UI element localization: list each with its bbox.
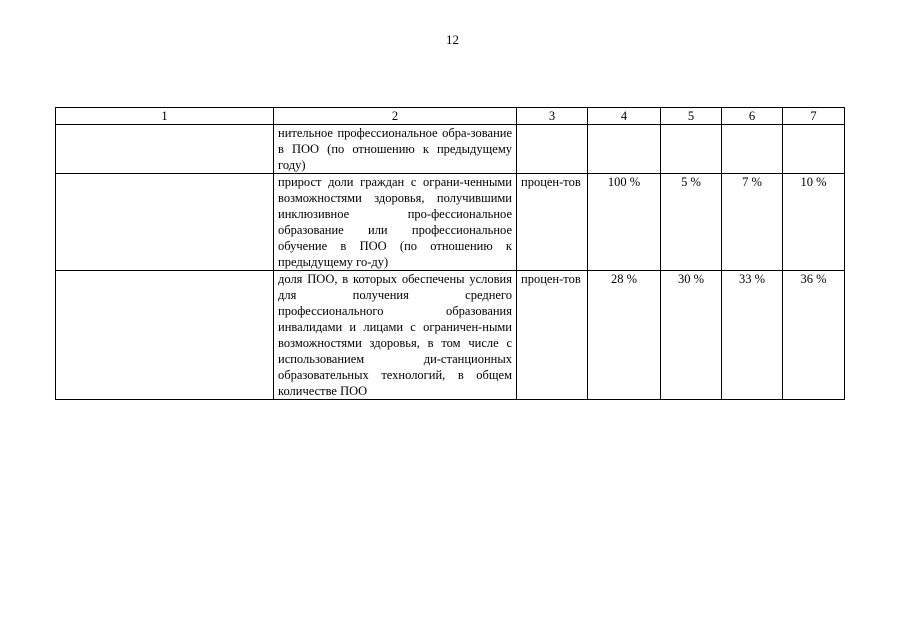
header-col-5: 5	[661, 108, 722, 125]
row-3-value-6: 33 %	[722, 271, 783, 400]
row-2-description: прирост доли граждан с ограни-ченными возможностями здоровья, получившими инклюзивное про-фессиональное образование или профессиональное обучение в ПОО (по отношению к предыдущему го-ду)	[274, 174, 517, 271]
header-col-3: 3	[517, 108, 588, 125]
row-2-col-1	[56, 174, 274, 271]
row-1-unit	[517, 125, 588, 174]
row-2-value-5: 5 %	[661, 174, 722, 271]
row-2-value-7: 10 %	[783, 174, 845, 271]
row-3-value-7: 36 %	[783, 271, 845, 400]
row-3-value-4: 28 %	[588, 271, 661, 400]
header-col-1: 1	[56, 108, 274, 125]
row-2-unit: процен-тов	[517, 174, 588, 271]
indicators-table	[55, 107, 845, 400]
table-row	[56, 125, 845, 174]
row-2-value-4: 100 %	[588, 174, 661, 271]
row-3-unit: процен-тов	[517, 271, 588, 400]
row-3-description: доля ПОО, в которых обеспечены условия для получения среднего профессионального образования инвалидами и лицами с ограничен-ными возможностями здоровья, в том числе с использованием ди-станционных образовательных технологий, в общем количестве ПОО	[274, 271, 517, 400]
header-col-6: 6	[722, 108, 783, 125]
row-3-value-5: 30 %	[661, 271, 722, 400]
header-col-2: 2	[274, 108, 517, 125]
header-col-7: 7	[783, 108, 845, 125]
row-1-description: нительное профессиональное обра-зование в ПОО (по отношению к предыдущему году)	[274, 125, 517, 174]
row-3-col-1	[56, 271, 274, 400]
table-row	[56, 174, 845, 271]
table-body	[56, 125, 845, 400]
row-1-value-4	[588, 125, 661, 174]
row-1-value-5	[661, 125, 722, 174]
row-2-value-6: 7 %	[722, 174, 783, 271]
row-1-value-7	[783, 125, 845, 174]
page-number: 12	[446, 32, 459, 47]
header-row	[56, 108, 845, 125]
table-row	[56, 271, 845, 400]
header-col-4: 4	[588, 108, 661, 125]
row-1-col-1	[56, 125, 274, 174]
table-header	[56, 108, 845, 125]
row-1-value-6	[722, 125, 783, 174]
